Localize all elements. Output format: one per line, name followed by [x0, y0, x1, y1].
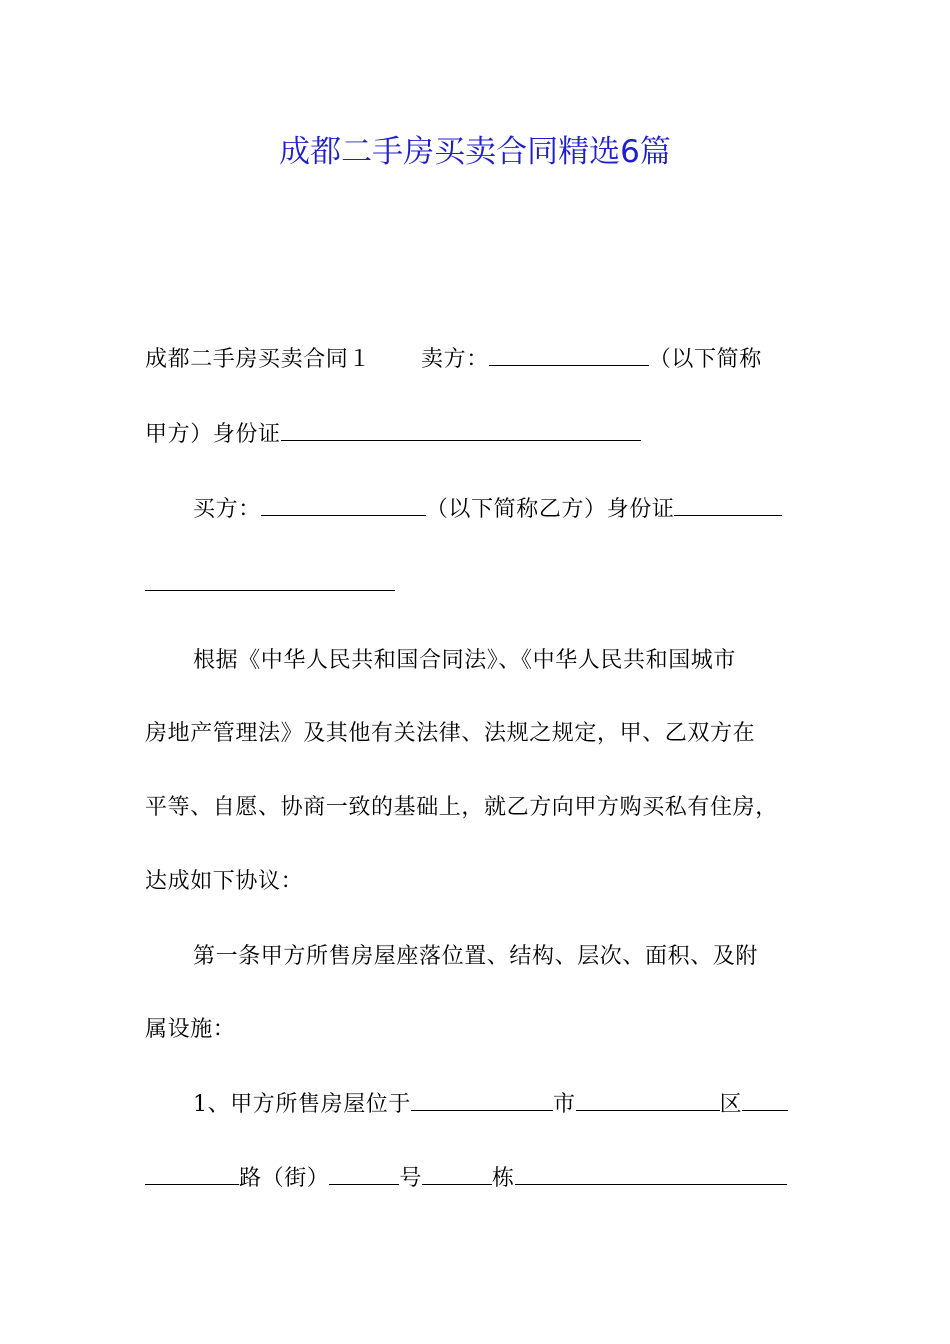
seller-id-line: [145, 419, 810, 451]
paragraph-line: 房地产管理法》及其他有关法律、法规之规定，甲、乙双方在: [145, 721, 756, 746]
buyer-name-blank: [261, 514, 426, 516]
seller-label: 卖方：: [421, 347, 489, 372]
city-label: 市: [553, 1092, 576, 1117]
seller-id-blank: [281, 439, 641, 441]
unit-blank: [515, 1183, 787, 1185]
road-label: 路（街）: [239, 1166, 330, 1191]
article-line: 属设施：: [145, 1017, 236, 1042]
seller-name-blank: [489, 364, 649, 366]
number-label: 号: [399, 1166, 423, 1191]
document-title: 成都二手房买卖合同精选6篇: [279, 134, 671, 170]
paragraph-line: 达成如下协议：: [145, 869, 304, 894]
buyer-id-label: （以下简称乙方）身份证: [425, 497, 675, 522]
contract-heading: 成都二手房买卖合同１: [145, 347, 372, 372]
district-label: 区: [719, 1092, 743, 1117]
address-line: [145, 1163, 810, 1195]
seller-abbr-text: （以下简称: [648, 347, 762, 372]
district-blank: [576, 1109, 720, 1111]
location-line: [193, 1089, 810, 1121]
buyer-id-blank-2: [145, 589, 395, 591]
building-blank: [422, 1183, 492, 1185]
seller-line: [145, 344, 810, 376]
buyer-label: 买方：: [193, 497, 261, 522]
location-label: 1、甲方所售房屋位于: [193, 1092, 411, 1117]
city-blank: [411, 1109, 553, 1111]
article-line: 第一条甲方所售房屋座落位置、结构、层次、面积、及附: [193, 944, 759, 969]
paragraph-line: 平等、自愿、协商一致的基础上，就乙方向甲方购买私有住房，: [145, 795, 778, 820]
building-label: 栋: [492, 1166, 515, 1191]
paragraph-line: 根据《中华人民共和国合同法》、《中华人民共和国城市: [193, 648, 737, 673]
seller-id-label: 甲方）身份证: [145, 422, 281, 447]
buyer-line: [193, 494, 810, 526]
road-blank-2: [145, 1183, 239, 1185]
road-blank: [742, 1109, 788, 1111]
buyer-id-continuation: [145, 569, 810, 601]
number-blank: [329, 1183, 399, 1185]
buyer-id-blank: [674, 514, 782, 516]
